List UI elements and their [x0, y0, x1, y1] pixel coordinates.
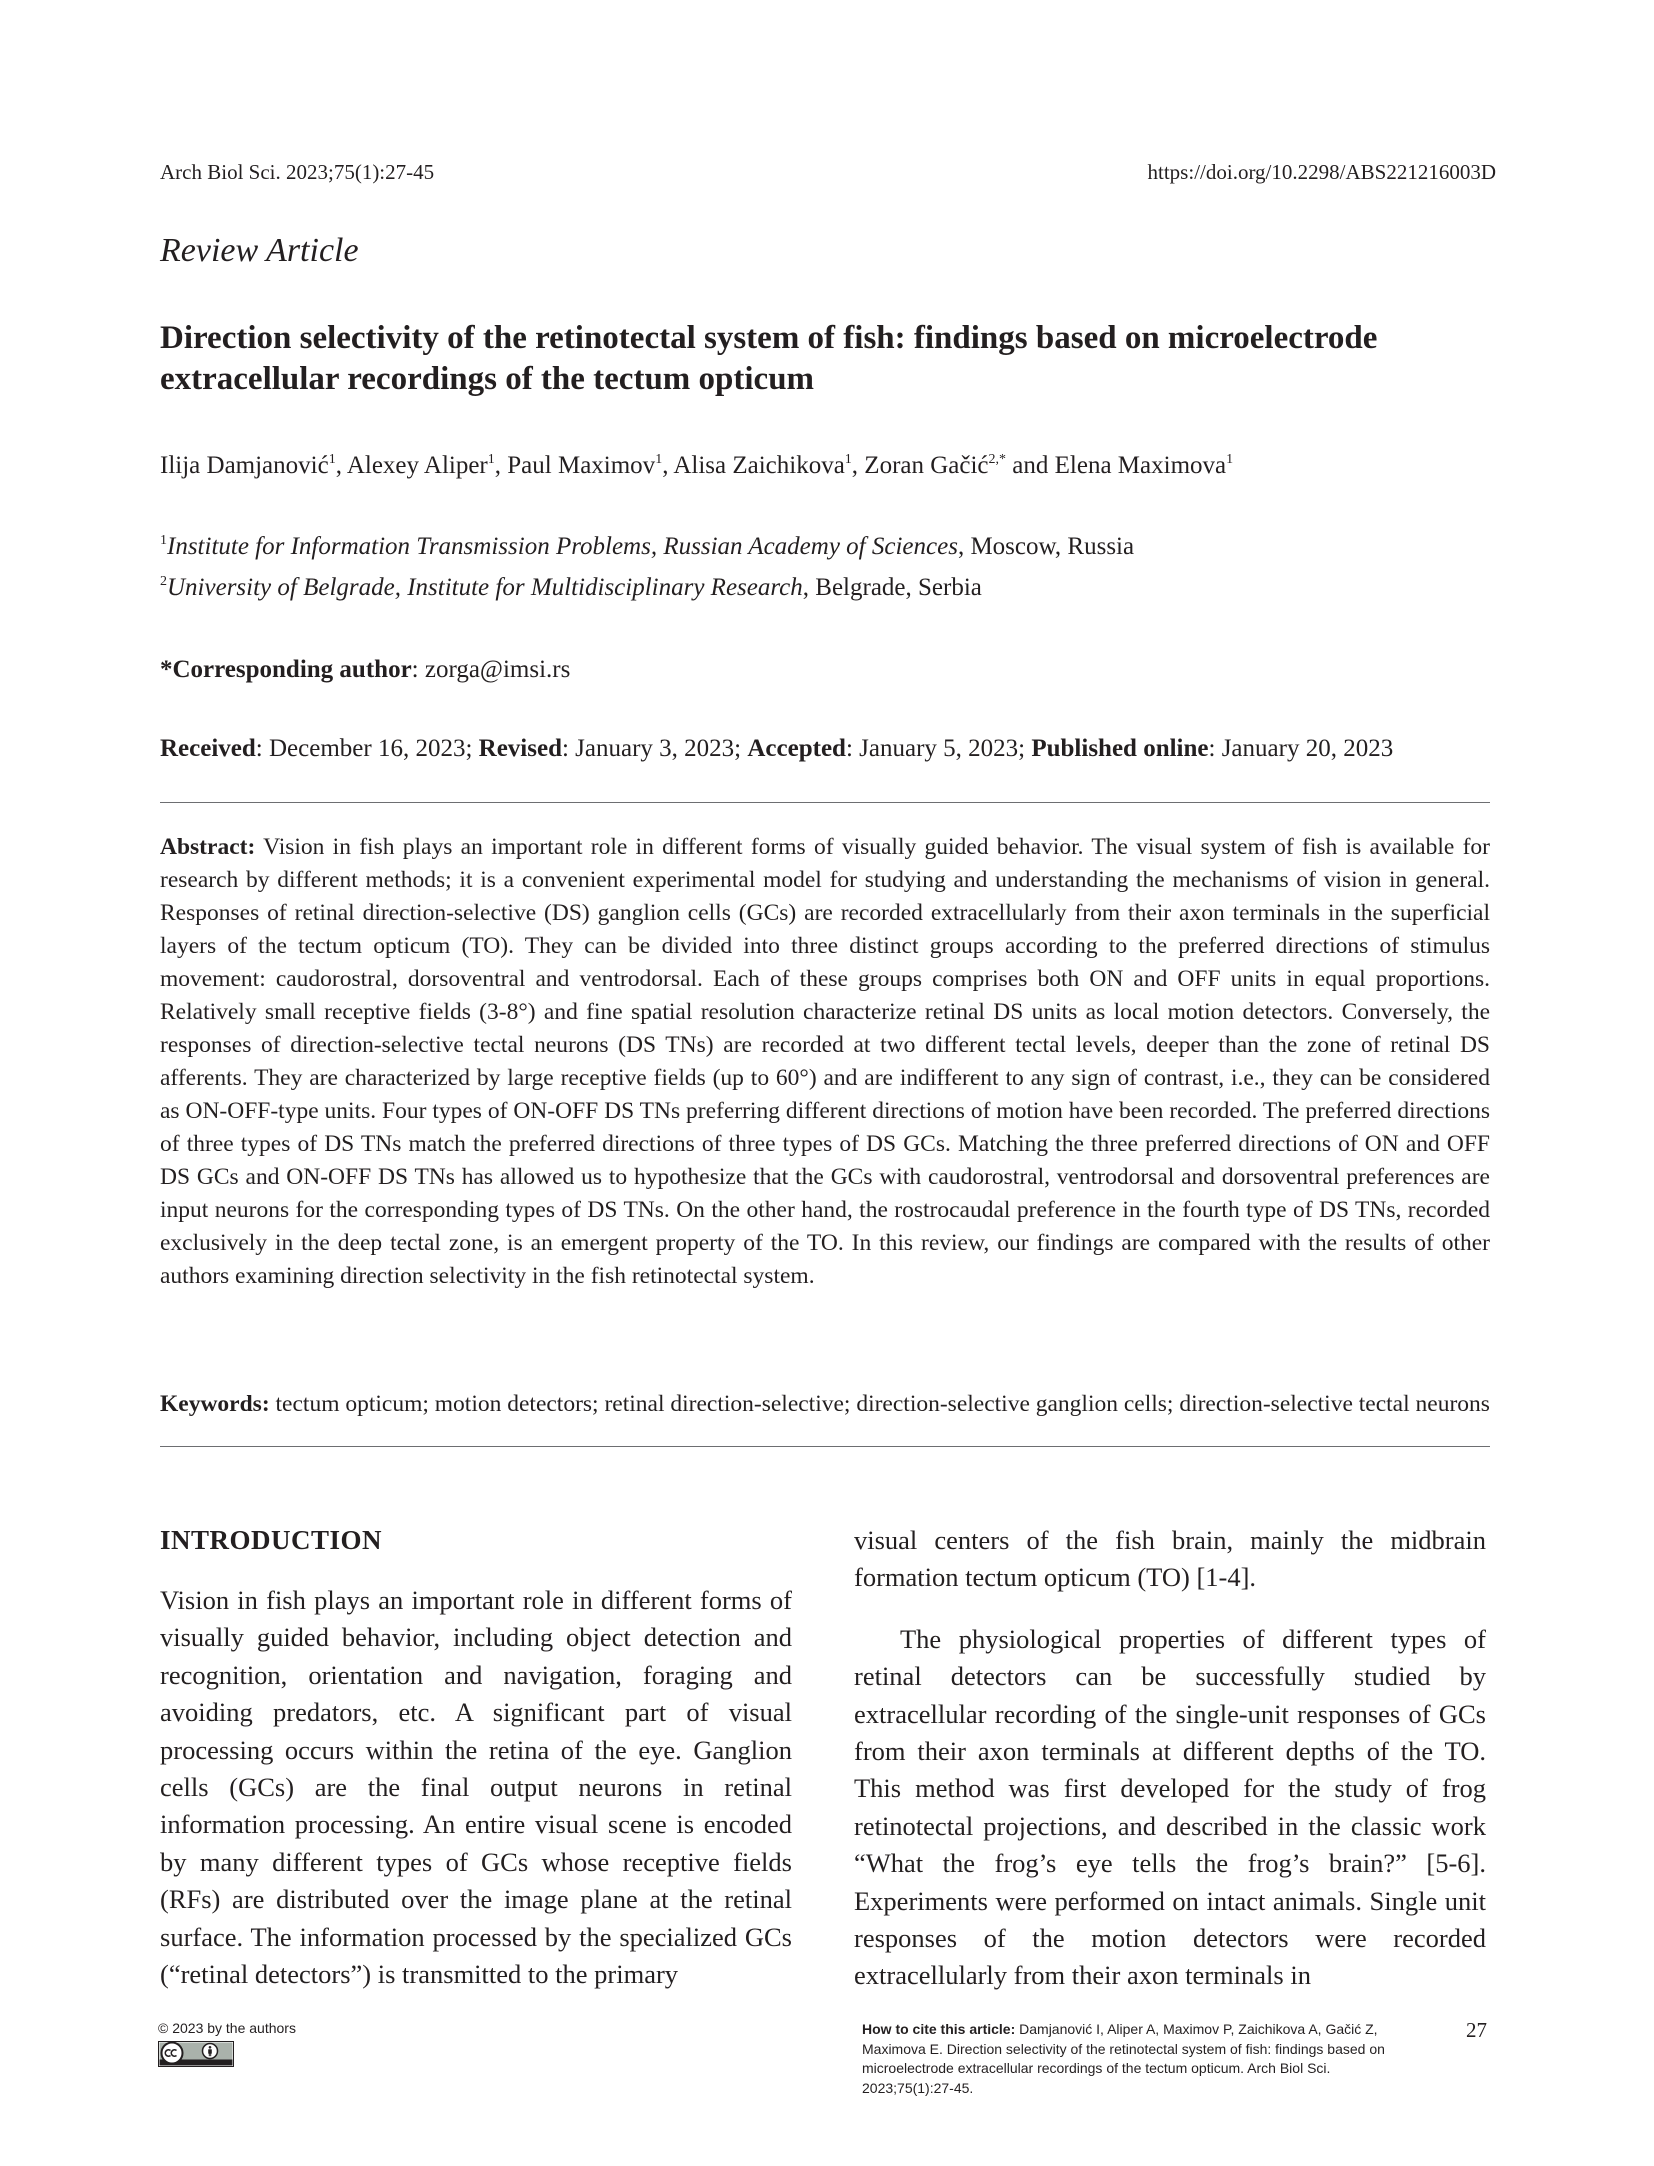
copyright-notice: © 2023 by the authors	[158, 2020, 296, 2036]
paragraph: Vision in fish plays an important role in different forms of visually guided behavior, including object detection and recognition, orientation and navigation, foraging and avoiding predators, etc. A significant part of visual processing occurs within the retina of the eye. Ganglion cells (GCs) are the final output neurons in retinal information processing. An entire visual scene is encoded by many different types of GCs whose receptive fields (RFs) are distributed over the image plane at the retinal surface. The information processed by the specialized GCs (“retinal detectors”) is transmitted to the primary	[160, 1585, 792, 1990]
paragraph: The physiological properties of different types of retinal detectors can be successfully studied by extracellular recording of the single-unit responses of GCs from their axon terminals at different depths of the TO. This method was first developed for the study of frog retinotectal projections, and described in the classic work “What the frog’s eye tells the frog’s brain?” [5-6]. Experiments were performed on intact animals. Single unit responses of the motion detectors were recorded extracellularly from their axon terminals in	[854, 1623, 1486, 1991]
doi-link[interactable]: https://doi.org/10.2298/ABS221216003D	[1147, 160, 1496, 184]
author: Paul Maximov$^1$,	[507, 452, 674, 479]
author: Elena Maximova$^1$	[1054, 452, 1234, 479]
corresponding-author: *Corresponding author: zorga@imsi.rs	[160, 656, 571, 683]
divider	[160, 1446, 1490, 1447]
affiliation-2: $^2$University of Belgrade, Institute for Multidisciplinary Research, Belgrade, Serbia	[160, 574, 982, 601]
section-heading: INTRODUCTION	[160, 1525, 383, 1555]
paragraph: visual centers of the fish brain, mainly the midbrain formation tectum opticum (TO) [1-4].	[854, 1525, 1486, 1593]
author: Alisa Zaichikova$^1$,	[673, 452, 865, 479]
body-column-left	[160, 1582, 792, 1993]
affiliation-1: $^1$Institute for Information Transmission Problems, Russian Academy of Sciences, Moscow, Russia	[160, 533, 1135, 560]
page-number: 27	[1466, 2018, 1487, 2042]
article-type: Review Article	[160, 232, 359, 269]
keywords: Keywords: tectum opticum; motion detectors; retinal direction-selective; direction-selective ganglion cells; direction-selective tectal neurons	[160, 1391, 1490, 1417]
author: Zoran Gačić$^{2,*}$ and	[864, 452, 1055, 479]
author: Ilija Damjanović$^1$,	[160, 452, 347, 479]
citation-box: How to cite this article: Damjanović I, Aliper A, Maximov P, Zaichikova A, Gačić Z, Maximova E. Direction selectivity of the retinotectal system of fish: findings based on microelectrode extracellular recordings of the tectum opticum. Arch Biol Sci. 2023;75(1):27-45.	[862, 2021, 1385, 2096]
author: Alexey Aliper$^1$,	[346, 452, 508, 479]
divider	[160, 802, 1490, 803]
paper-title: Direction selectivity of the retinotectal system of fish: findings based on microelectrode extracellular recordings of the tectum opticum	[160, 320, 1378, 397]
publication-dates: Received: December 16, 2023; Revised: January 3, 2023; Accepted: January 5, 2023; Published online: January 20, 2023	[160, 735, 1394, 762]
author-list	[160, 452, 1233, 480]
body-column-right	[854, 1522, 1486, 1995]
corresponding-email[interactable]: : zorga@imsi.rs	[411, 656, 571, 683]
cc-by-license-icon[interactable]	[158, 2041, 234, 2067]
abstract: Abstract: Vision in fish plays an important role in different forms of visually guided behavior. The visual system of fish is available for research by different methods; it is a convenient experimental model for studying and understanding the mechanisms of vision in general. Responses of retinal direction-selective (DS) ganglion cells (GCs) are recorded extracellularly from their axon terminals in the superficial layers of the tectum opticum (TO). They can be divided into three distinct groups according to the preferred directions of stimulus movement: caudorostral, dorsoventral and ventrodorsal. Each of these groups comprises both ON and OFF units in equal proportions. Relatively small receptive fields (3-8°) and fine spatial resolution characterize retinal DS units as local motion detectors. Conversely, the responses of direction-selective tectal neurons (DS TNs) are recorded at two different tectal levels, deeper than the zone of retinal DS afferents. They are characterized by large receptive fields (up to 60°) and are indifferent to any sign of contrast, i.e., they can be considered as ON-OFF-type units. Four types of ON-OFF DS TNs preferring different directions of motion have been recorded. The preferred directions of three types of DS TNs match the preferred directions of three types of DS GCs. Matching the three preferred directions of ON and OFF DS GCs and ON-OFF DS TNs has allowed us to hypothesize that the GCs with caudorostral, ventrodorsal and dorsoventral preferences are input neurons for the corresponding types of DS TNs. On the other hand, the rostrocaudal preference in the fourth type of DS TNs, recorded exclusively in the deep tectal zone, is an emergent property of the TO. In this review, our findings are compared with the results of other authors examining direction selectivity in the fish retinotectal system.	[160, 834, 1490, 1289]
journal-reference: Arch Biol Sci. 2023;75(1):27-45	[160, 160, 435, 184]
